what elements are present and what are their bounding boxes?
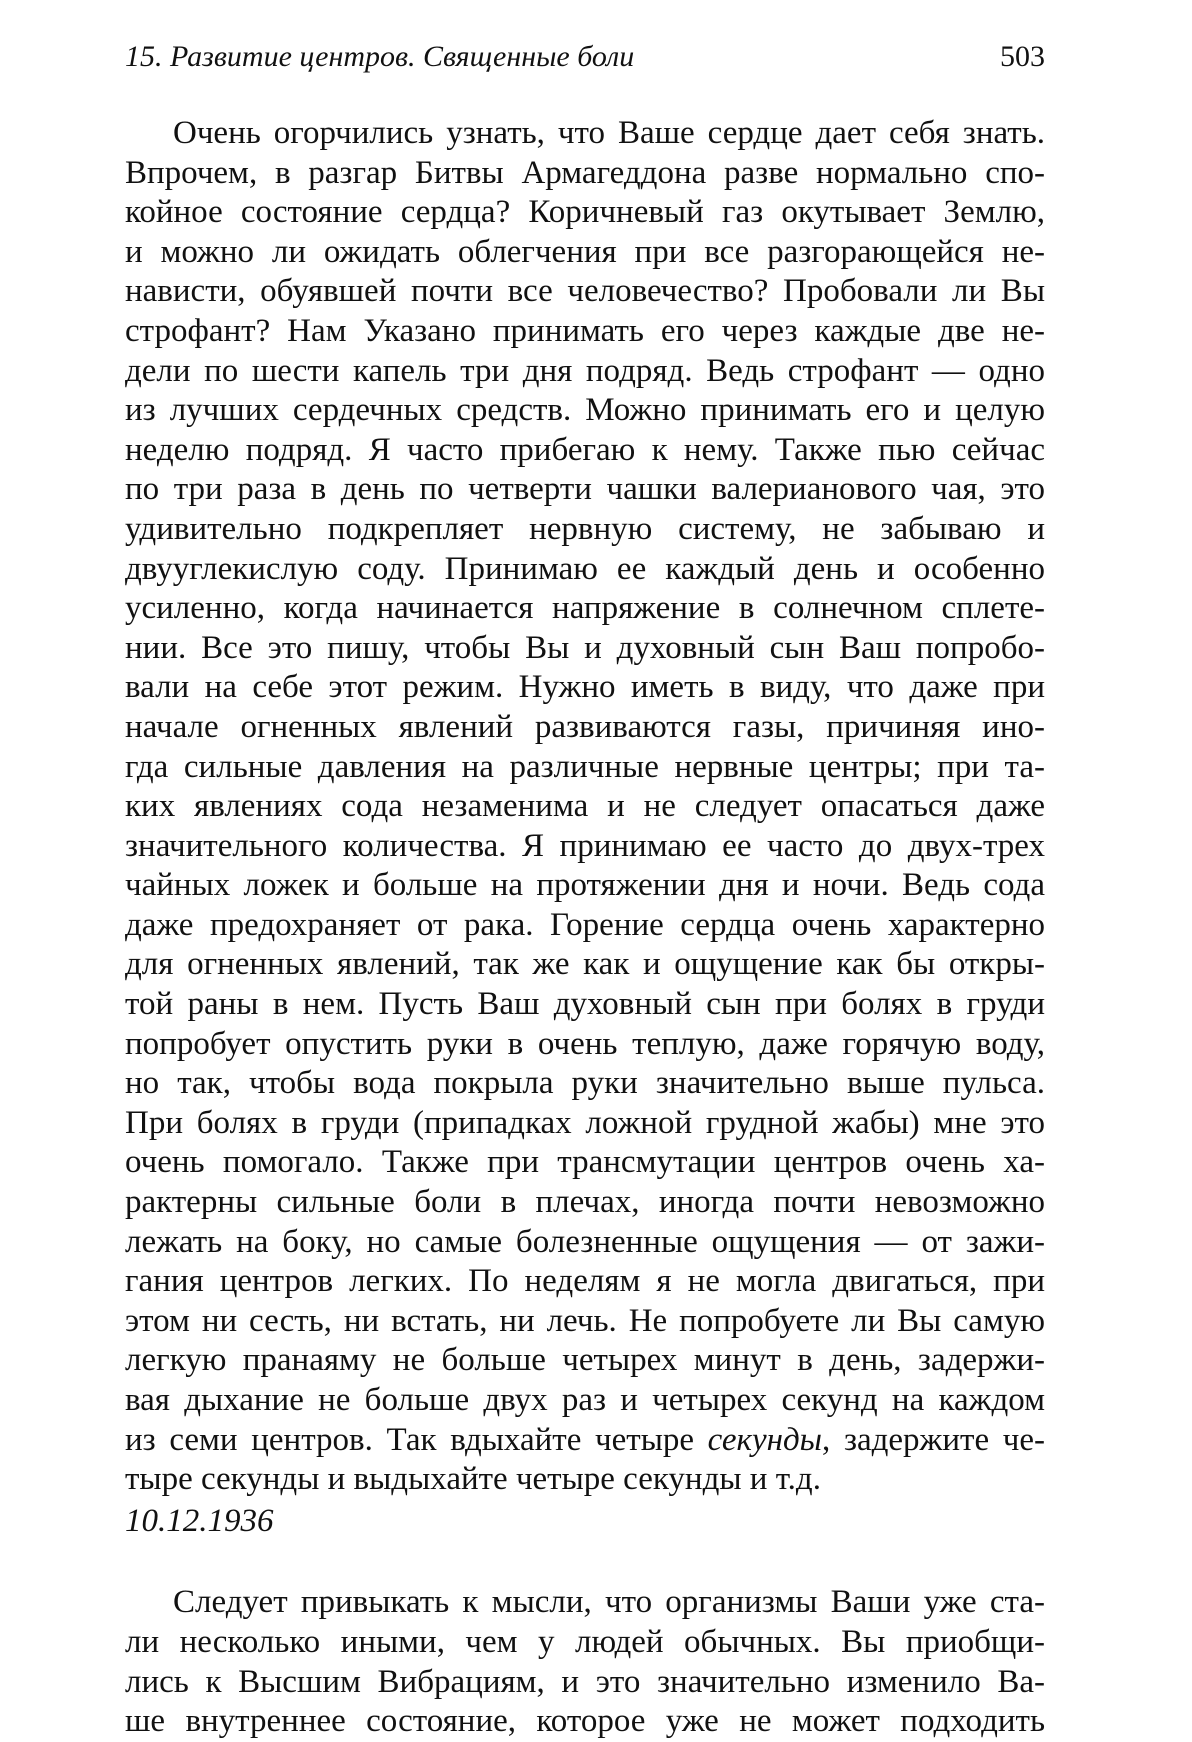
text-line: двууглекислую соду. Принимаю ее каждый день и особенно [125, 550, 1045, 587]
text-line: дели по шести капель три дня подряд. Ведь строфант — одно [125, 352, 1045, 389]
letter-2 [125, 1583, 1045, 1741]
text-line: из лучших сердечных средств. Можно принимать его и целую [125, 392, 1045, 429]
text-line: удивительно подкрепляет нервную систему, не забываю и [125, 510, 1045, 547]
text-line: легкую пранаяму не больше четырех минут в день, задержи- [125, 1342, 1045, 1379]
text-line: ли несколько иными, чем у людей обычных. Вы приобщи- [125, 1623, 1045, 1660]
book-page [125, 40, 1045, 1742]
text-line: вая дыхание не больше двух раз и четырех секунд на каждом [125, 1382, 1045, 1418]
text-line: той раны в нем. Пусть Ваш духовный сын при болях в груди [125, 986, 1045, 1023]
text-line: ше внутреннее состояние, которое уже не может подходить [125, 1703, 1045, 1740]
letter-date: 10.12.1936 [125, 1502, 274, 1539]
text-line: ких явлениях сода незаменима и не следует опасаться даже [125, 788, 1045, 825]
text-line: Впрочем, в разгар Битвы Армагеддона разве нормально спо- [125, 154, 1045, 191]
text-line: начале огненных явлений развиваются газы, причиняя ино- [125, 708, 1045, 745]
page-header [125, 40, 1045, 90]
text-line: Следует привыкать к мысли, что организмы Ваши уже ста- [173, 1584, 1045, 1621]
italic-word: секунды [707, 1421, 823, 1458]
text-line: вали на себе этот режим. Нужно иметь в виду, что даже при [125, 669, 1045, 706]
text-line: При болях в груди (припадках ложной грудной жабы) мне это [125, 1104, 1045, 1141]
text-line: гда сильные давления на различные нервные центры; при та- [125, 748, 1045, 785]
text-line: Очень огорчились узнать, что Ваше сердце дает себя знать. [173, 115, 1045, 151]
text-line: попробует опустить руки в очень теплую, даже горячую воду, [125, 1025, 1045, 1062]
text-line: по три раза в день по четверти чашки валерианового чая, это [125, 471, 1045, 508]
page-number: 503 [1000, 40, 1045, 73]
text-line: этом ни сесть, ни встать, ни лечь. Не попробуете ли Вы самую [125, 1302, 1045, 1339]
text-line-with-italic [125, 1421, 1045, 1461]
text-line: чайных ложек и больше на протяжении дня и ночи. Ведь сода [125, 867, 1045, 904]
text-line: даже предохраняет от рака. Горение сердца очень характерно [125, 906, 1045, 943]
text-line: гания центров легких. По неделям я не могла двигаться, при [125, 1263, 1045, 1300]
text-line: лись к Высшим Вибрациям, и это значительно изменило Ва- [125, 1663, 1045, 1700]
text-line: и можно ли ожидать облегчения при все разгорающейся не- [125, 233, 1045, 270]
text-line: но так, чтобы вода покрыла руки значительно выше пульса. [125, 1065, 1045, 1102]
text-line: значительного количества. Я принимаю ее часто до двух-трех [125, 827, 1045, 864]
text-fragment: , задержите че- [822, 1421, 1045, 1458]
text-line: для огненных явлений, так же как и ощущение как бы откры- [125, 946, 1045, 983]
text-line: строфант? Нам Указано принимать его через каждые две не- [125, 312, 1045, 349]
letter-1 [125, 114, 1045, 1541]
running-title: 15. Развитие центров. Священные боли [125, 40, 635, 73]
text-line: неделю подряд. Я часто прибегаю к нему. Также пью сейчас [125, 431, 1045, 468]
body-text [125, 114, 1045, 1742]
text-line: койное состояние сердца? Коричневый газ окутывает Землю, [125, 194, 1045, 231]
text-line: очень помогало. Также при трансмутации центров очень ха- [125, 1144, 1045, 1181]
text-line-last: тыре секунды и выдыхайте четыре секунды и т.д. [125, 1461, 821, 1498]
text-line: усиленно, когда начинается напряжение в солнечном сплете- [125, 590, 1045, 627]
text-line: рактерны сильные боли в плечах, иногда почти невозможно [125, 1184, 1045, 1221]
text-line: лежать на боку, но самые болезненные ощущения — от зажи- [125, 1223, 1045, 1260]
text-line: нависти, обуявшей почти все человечество? Пробовали ли Вы [125, 273, 1045, 310]
text-line: нии. Все это пишу, чтобы Вы и духовный сын Ваш попробо- [125, 629, 1045, 666]
text-fragment: из семи центров. Так вдыхайте четыре [125, 1421, 708, 1458]
